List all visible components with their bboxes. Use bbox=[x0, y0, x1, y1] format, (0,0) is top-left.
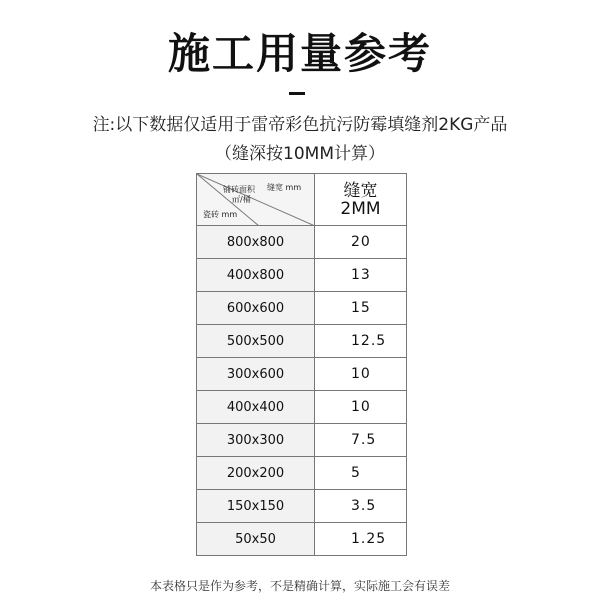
usage-reference-table bbox=[196, 173, 407, 556]
table-row bbox=[197, 490, 407, 523]
note-applicability: 注:以下数据仅适用于雷帝彩色抗污防霉填缝剂2KG产品 bbox=[92, 115, 508, 135]
table-row bbox=[197, 523, 407, 556]
coverage-cell: 15 bbox=[315, 292, 407, 325]
coverage-cell: 13 bbox=[315, 259, 407, 292]
coverage-cell: 10 bbox=[315, 358, 407, 391]
table-row bbox=[197, 226, 407, 259]
tile-size-label: 瓷砖 mm bbox=[203, 210, 238, 219]
table-header-row bbox=[197, 174, 407, 226]
table-row bbox=[197, 424, 407, 457]
tile-size-cell: 400x800 bbox=[197, 259, 315, 292]
coverage-cell: 3.5 bbox=[315, 490, 407, 523]
tile-size-cell: 300x600 bbox=[197, 358, 315, 391]
table-row bbox=[197, 325, 407, 358]
page-title: 施工用量参考 bbox=[167, 29, 432, 78]
disclaimer-footer: 本表格只是作为参考，不是精确计算，实际施工会有误差 bbox=[149, 579, 450, 593]
title-underline bbox=[289, 92, 305, 95]
tile-size-cell: 300x300 bbox=[197, 424, 315, 457]
diagonal-header-cell bbox=[197, 174, 315, 226]
tile-size-cell: 600x600 bbox=[197, 292, 315, 325]
coverage-cell: 12.5 bbox=[315, 325, 407, 358]
column-title: 缝宽 bbox=[343, 180, 378, 201]
table-row bbox=[197, 358, 407, 391]
area-label: 铺砖面积 bbox=[223, 185, 255, 194]
table-row bbox=[197, 391, 407, 424]
coverage-cell: 1.25 bbox=[315, 523, 407, 556]
coverage-cell: 5 bbox=[315, 457, 407, 490]
table-row bbox=[197, 259, 407, 292]
table-row bbox=[197, 457, 407, 490]
joint-width-column-header bbox=[315, 174, 407, 226]
tile-size-cell: 50x50 bbox=[197, 523, 315, 556]
note-joint-depth: （缝深按10MM计算） bbox=[215, 144, 385, 164]
column-subtitle: 2MM bbox=[340, 198, 381, 219]
coverage-cell: 10 bbox=[315, 391, 407, 424]
tile-size-cell: 500x500 bbox=[197, 325, 315, 358]
coverage-cell: 20 bbox=[315, 226, 407, 259]
tile-size-cell: 400x400 bbox=[197, 391, 315, 424]
tile-size-cell: 800x800 bbox=[197, 226, 315, 259]
coverage-cell: 7.5 bbox=[315, 424, 407, 457]
joint-width-label: 缝宽 mm bbox=[267, 183, 302, 192]
tile-size-cell: 150x150 bbox=[197, 490, 315, 523]
table-row bbox=[197, 292, 407, 325]
area-unit-label: ㎡/桶 bbox=[232, 195, 251, 204]
tile-size-cell: 200x200 bbox=[197, 457, 315, 490]
